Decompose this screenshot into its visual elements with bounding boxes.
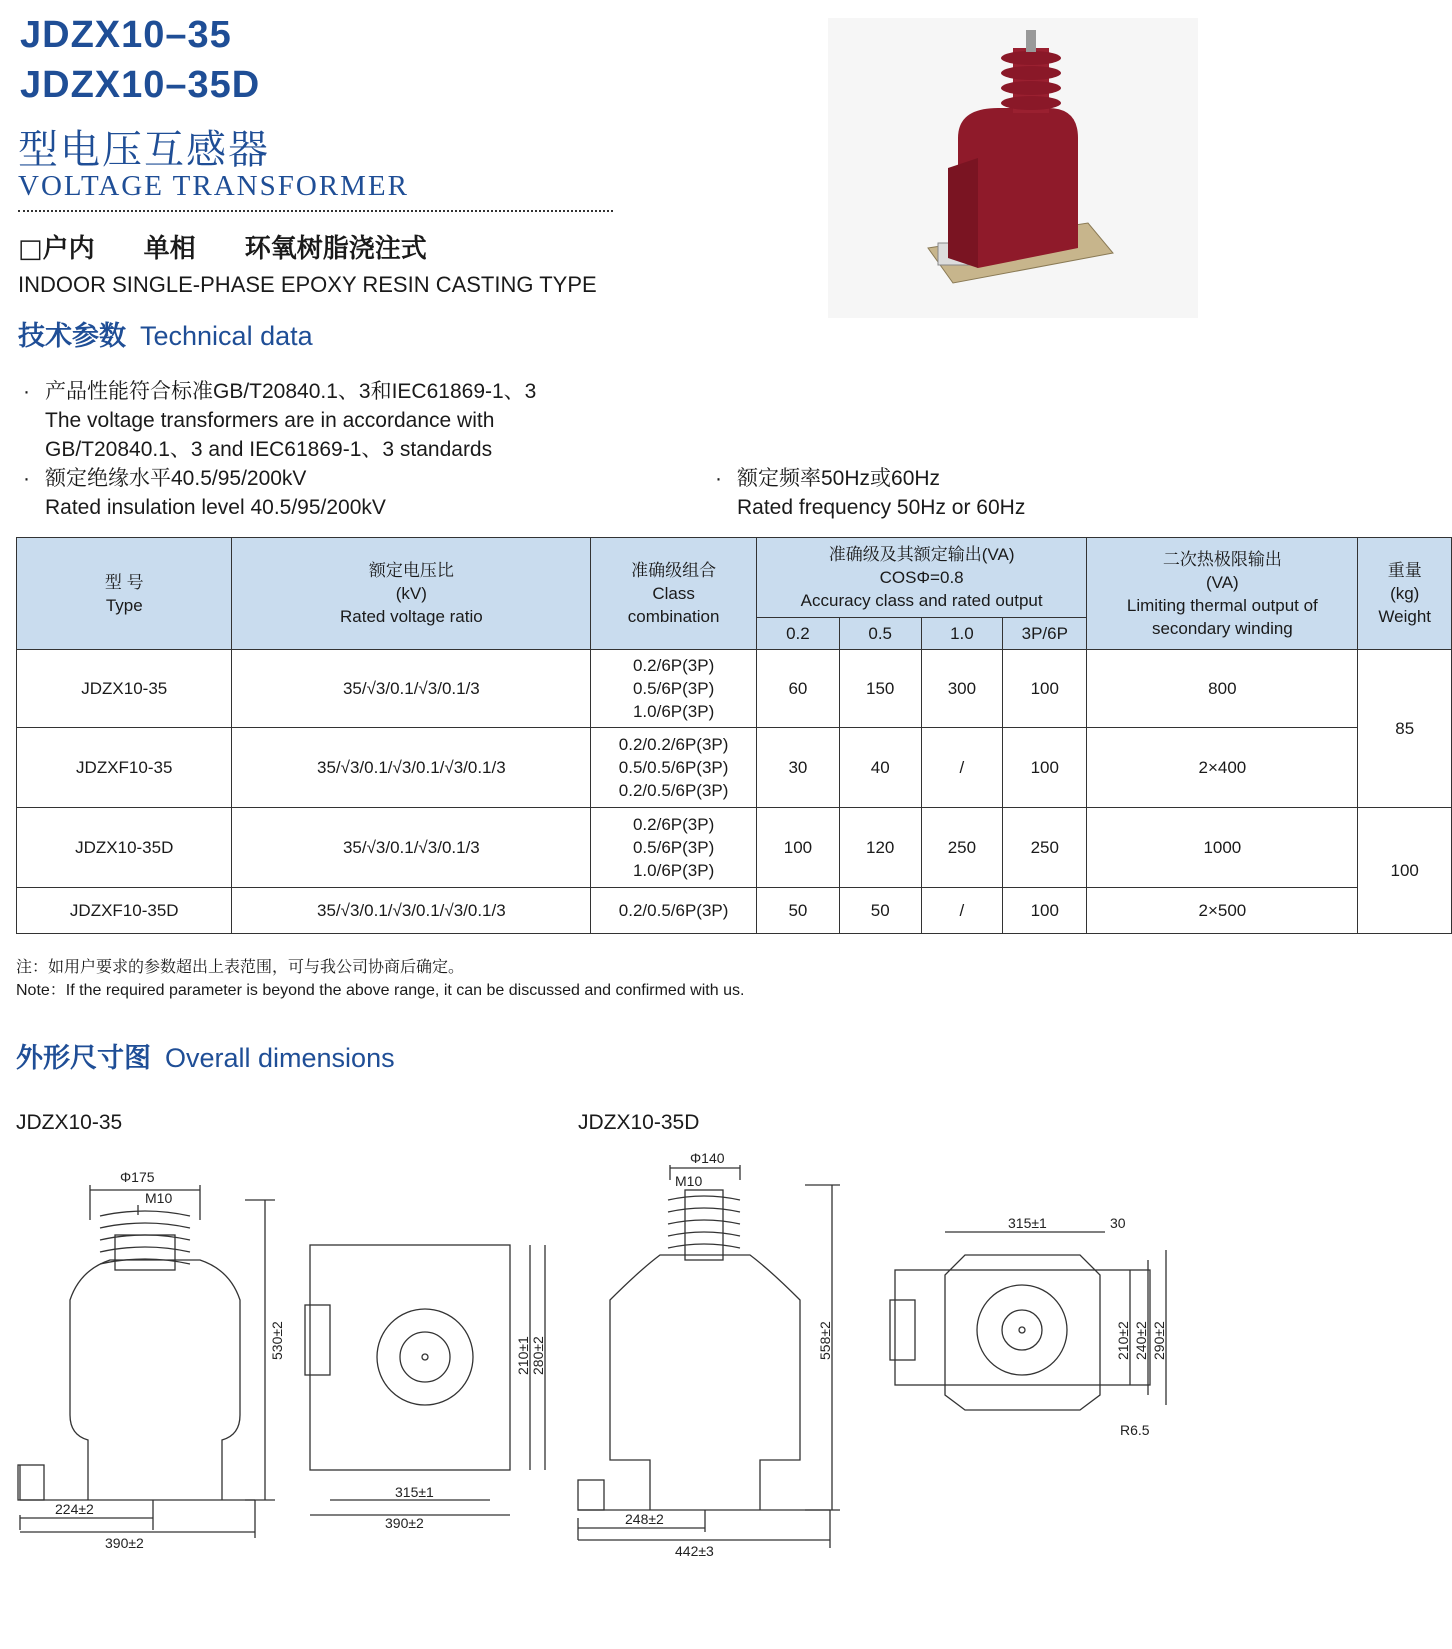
d2-290: 290±2 [1151,1321,1167,1360]
th-acc-3p: 3P/6P [1003,618,1087,650]
type-cn [18,228,467,265]
bullet1-en2: GB/T20840.1、3 and IEC61869-1、3 standards [45,438,493,461]
dimensions-heading [16,1036,395,1075]
weight-100: 100 [1358,808,1452,934]
th-ratio: 额定电压比 (kV) Rated voltage ratio [232,538,591,650]
table-row: JDZX10-35 35/√3/0.1/√3/0.1/3 0.2/6P(3P) 0.5/6P(3P) 1.0/6P(3P) 60 150 300 100 800 85 [17,650,1452,728]
d2-m10: M10 [675,1173,703,1189]
d2-210: 210±2 [1115,1321,1131,1360]
d2-315: 315±1 [1008,1215,1047,1231]
note-cn: 注：如用户要求的参数超出上表范围，可与我公司协商后确定。 [16,959,465,976]
bullet3-en: Rated frequency 50Hz or 60Hz [737,496,1026,519]
type-cn-3: 环氧树脂浇注式 [244,234,427,264]
d2-phi: Φ140 [690,1150,725,1166]
d2-height: 558±2 [817,1321,833,1360]
dimensions-heading-en: Overall dimensions [165,1043,395,1073]
d1-390: 390±2 [105,1535,144,1551]
d1-210: 210±1 [515,1336,531,1375]
d1-224: 224±2 [55,1501,94,1517]
th-type: 型 号 Type [17,538,232,650]
dotted-divider [18,210,613,212]
bullet-frequency: · 额定频率50Hz或60Hz Rated frequency 50Hz or 60Hz [737,464,1025,522]
model-title-2: JDZX10–35D [20,64,261,106]
bullet1-en1: The voltage transformers are in accordance with [45,409,495,432]
th-acc-05: 0.5 [839,618,921,650]
bullet1-cn: 产品性能符合标准GB/T20840.1、3和IEC61869-1、3 [45,380,537,403]
th-class: 准确级组合 Class combination [591,538,757,650]
bullet3-cn: 额定频率50Hz或60Hz [737,467,941,490]
type-en: INDOOR SINGLE-PHASE EPOXY RESIN CASTING TYPE [18,272,597,297]
th-accuracy: 准确级及其额定输出(VA) COSΦ=0.8 Accuracy class and rated output [756,538,1086,618]
note-en: Note：If the required parameter is beyond the above range, it can be discussed and confirmed with us. [16,982,745,999]
dimensions-heading-cn: 外形尺寸图 [16,1043,151,1074]
d2-240: 240±2 [1133,1321,1149,1360]
th-weight: 重量 (kg) Weight [1358,538,1452,650]
title-cn: 型电压互感器 [18,127,270,173]
d2-r: R6.5 [1120,1422,1150,1438]
th-acc-10: 1.0 [921,618,1003,650]
technical-heading-en: Technical data [140,321,313,351]
model-title-1: JDZX10–35 [20,14,232,56]
type-cn-2: 单相 [143,234,196,264]
technical-heading [18,314,313,353]
d1-phi: Φ175 [120,1169,155,1185]
table-row: JDZX10-35D 35/√3/0.1/√3/0.1/3 0.2/6P(3P) 0.5/6P(3P) 1.0/6P(3P) 100 120 250 250 1000 100 [17,808,1452,888]
dim-label-right: JDZX10-35D [578,1111,700,1134]
d2-248: 248±2 [625,1511,664,1527]
d1-315: 315±1 [395,1484,434,1500]
dim-label-left: JDZX10-35 [16,1111,123,1134]
table-row: JDZXF10-35 35/√3/0.1/√3/0.1/√3/0.1/3 0.2/0.2/6P(3P) 0.5/0.5/6P(3P) 0.2/0.5/6P(3P) 30 40 / 100 2×400 [17,728,1452,808]
d1-height: 530±2 [269,1321,285,1360]
dimension-drawings [0,1150,1213,1560]
title-en: VOLTAGE TRANSFORMER [18,170,409,202]
bullet2-en: Rated insulation level 40.5/95/200kV [45,496,386,519]
d2-442: 442±3 [675,1543,714,1559]
d1-280: 280±2 [530,1336,546,1375]
d2-30: 30 [1110,1215,1126,1231]
d1-390b: 390±2 [385,1515,424,1531]
technical-heading-cn: 技术参数 [18,321,126,352]
th-thermal: 二次热极限输出 (VA) Limiting thermal output of secondary winding [1087,538,1358,650]
bullet2-cn: 额定绝缘水平40.5/95/200kV [45,467,307,490]
weight-85: 85 [1358,650,1452,808]
bullet-insulation: · 额定绝缘水平40.5/95/200kV Rated insulation level 40.5/95/200kV [45,464,386,522]
th-acc-02: 0.2 [756,618,839,650]
bullet-standard: · 产品性能符合标准GB/T20840.1、3和IEC61869-1、3 The voltage transformers are in accordance with GB/T20840.1、3 and IEC61869-1、3 standards [45,377,536,464]
product-photo [828,18,1198,318]
type-cn-1: □户内 [18,234,95,264]
d1-m10: M10 [145,1190,173,1206]
spec-table [16,537,1452,934]
table-row: JDZXF10-35D 35/√3/0.1/√3/0.1/√3/0.1/3 0.2/0.5/6P(3P) 50 50 / 100 2×500 [17,888,1452,934]
